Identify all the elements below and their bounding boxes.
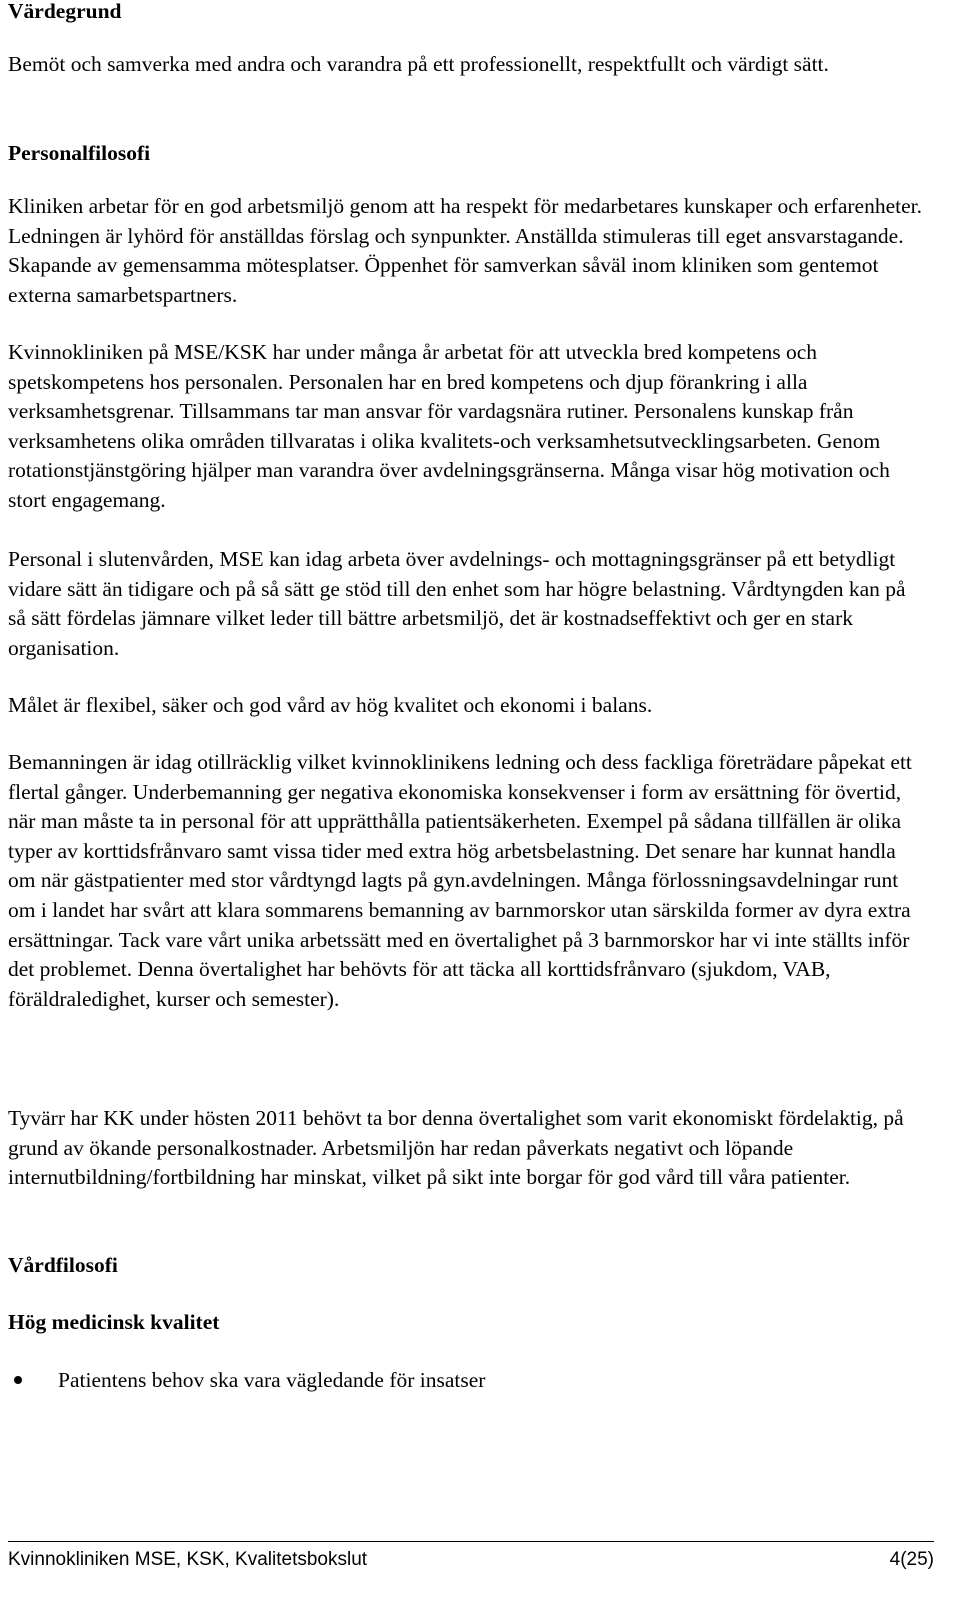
heading-hog-medicinsk-kvalitet: Hög medicinsk kvalitet bbox=[8, 1310, 220, 1334]
paragraph-vardegrund: Bemöt och samverka med andra och varandra på ett professionellt, respektfullt och värdigt sätt. bbox=[8, 52, 829, 76]
footer-title: Kvinnokliniken MSE, KSK, Kvalitetsbokslut bbox=[8, 1549, 368, 1570]
page-footer bbox=[8, 1541, 934, 1573]
paragraph-kompetens: Kvinnokliniken på MSE/KSK har under många år arbetat för att utveckla bred kompetens och spetskompetens hos personalen. Personalen har en bred kompetens och djup förankring i alla verksamhetsgrenar. Tillsammans tar man ansvar för vardagsnära rutiner. Personalens kunskap från verksamhetens olika områden tillvaratas i olika kvalitets-och verksamhetsutvecklingsarbeten. Genom rotationstjänstgöring hjälper man varandra över avdelningsgränserna. Många visar hög motivation och stort engagemang. bbox=[8, 340, 890, 512]
list-item bbox=[8, 1365, 485, 1395]
paragraph-personalfilosofi: Kliniken arbetar för en god arbetsmiljö genom att ha respekt för medarbetares kunskaper och erfarenheter. Ledningen är lyhörd för anställdas förslag och synpunkter. Anställda stimuleras till eget ansvarstagande. Skapande av gemensamma mötesplatser. Öppenhet för samverkan såväl inom kliniken som gentemot externa samarbetspartners. bbox=[8, 194, 922, 307]
paragraph-bemanning: Bemanningen är idag otillräcklig vilket kvinnoklinikens ledning och dess fackliga företrädare påpekat ett flertal gånger. Underbemanning ger negativa ekonomiska konsekvenser i form av ersättning för övertid, när man måste ta in personal för att upprätthålla patientsäkerheten. Exempel på sådana tillfällen är olika typer av korttidsfrånvaro samt vissa tider med extra hög arbetsbelastning. Det senare har kunnat handla om när gästpatienter med stor vårdtyngd lagts på gyn.avdelningen. Många förlossningsavdelningar runt om i landet har svårt att klara sommarens bemanning av barnmorskor utan särskilda former av dyra extra ersättningar. Tack vare vårt unika arbetssätt med en övertalighet på 3 barnmorskor har vi inte ställts inför det problemet. Denna övertalighet har behövts för att täcka all korttidsfrånvaro (sjukdom, VAB, föräldraledighet, kurser och semester). bbox=[8, 750, 912, 1011]
page-number: 4(25) bbox=[889, 1549, 934, 1570]
heading-personalfilosofi: Personalfilosofi bbox=[8, 141, 151, 165]
list-item-text: Patientens behov ska vara vägledande för insatser bbox=[58, 1368, 486, 1392]
heading-vardegrund: Värdegrund bbox=[8, 0, 122, 23]
heading-vardfilosofi: Vårdfilosofi bbox=[8, 1253, 118, 1277]
paragraph-malet: Målet är flexibel, säker och god vård av hög kvalitet och ekonomi i balans. bbox=[8, 693, 653, 717]
paragraph-tyvarr: Tyvärr har KK under hösten 2011 behövt ta bor denna övertalighet som varit ekonomiskt fördelaktig, på grund av ökande personalkostnader. Arbetsmiljön har redan påverkats negativt och löpande internutbildning/fortbildning har minskat, vilket på sikt inte borgar för god vård till våra patienter. bbox=[8, 1106, 904, 1190]
bullet-icon bbox=[14, 1376, 22, 1384]
paragraph-slutenvard: Personal i slutenvården, MSE kan idag arbeta över avdelnings- och mottagningsgränser på ett betydligt vidare sätt än tidigare och på så sätt ge stöd till den enhet som har högre belastning. Vårdtyngden kan på så sätt fördelas jämnare vilket leder till bättre arbetsmiljö, det är kostnadseffektivt och ger en stark organisation. bbox=[8, 547, 906, 660]
